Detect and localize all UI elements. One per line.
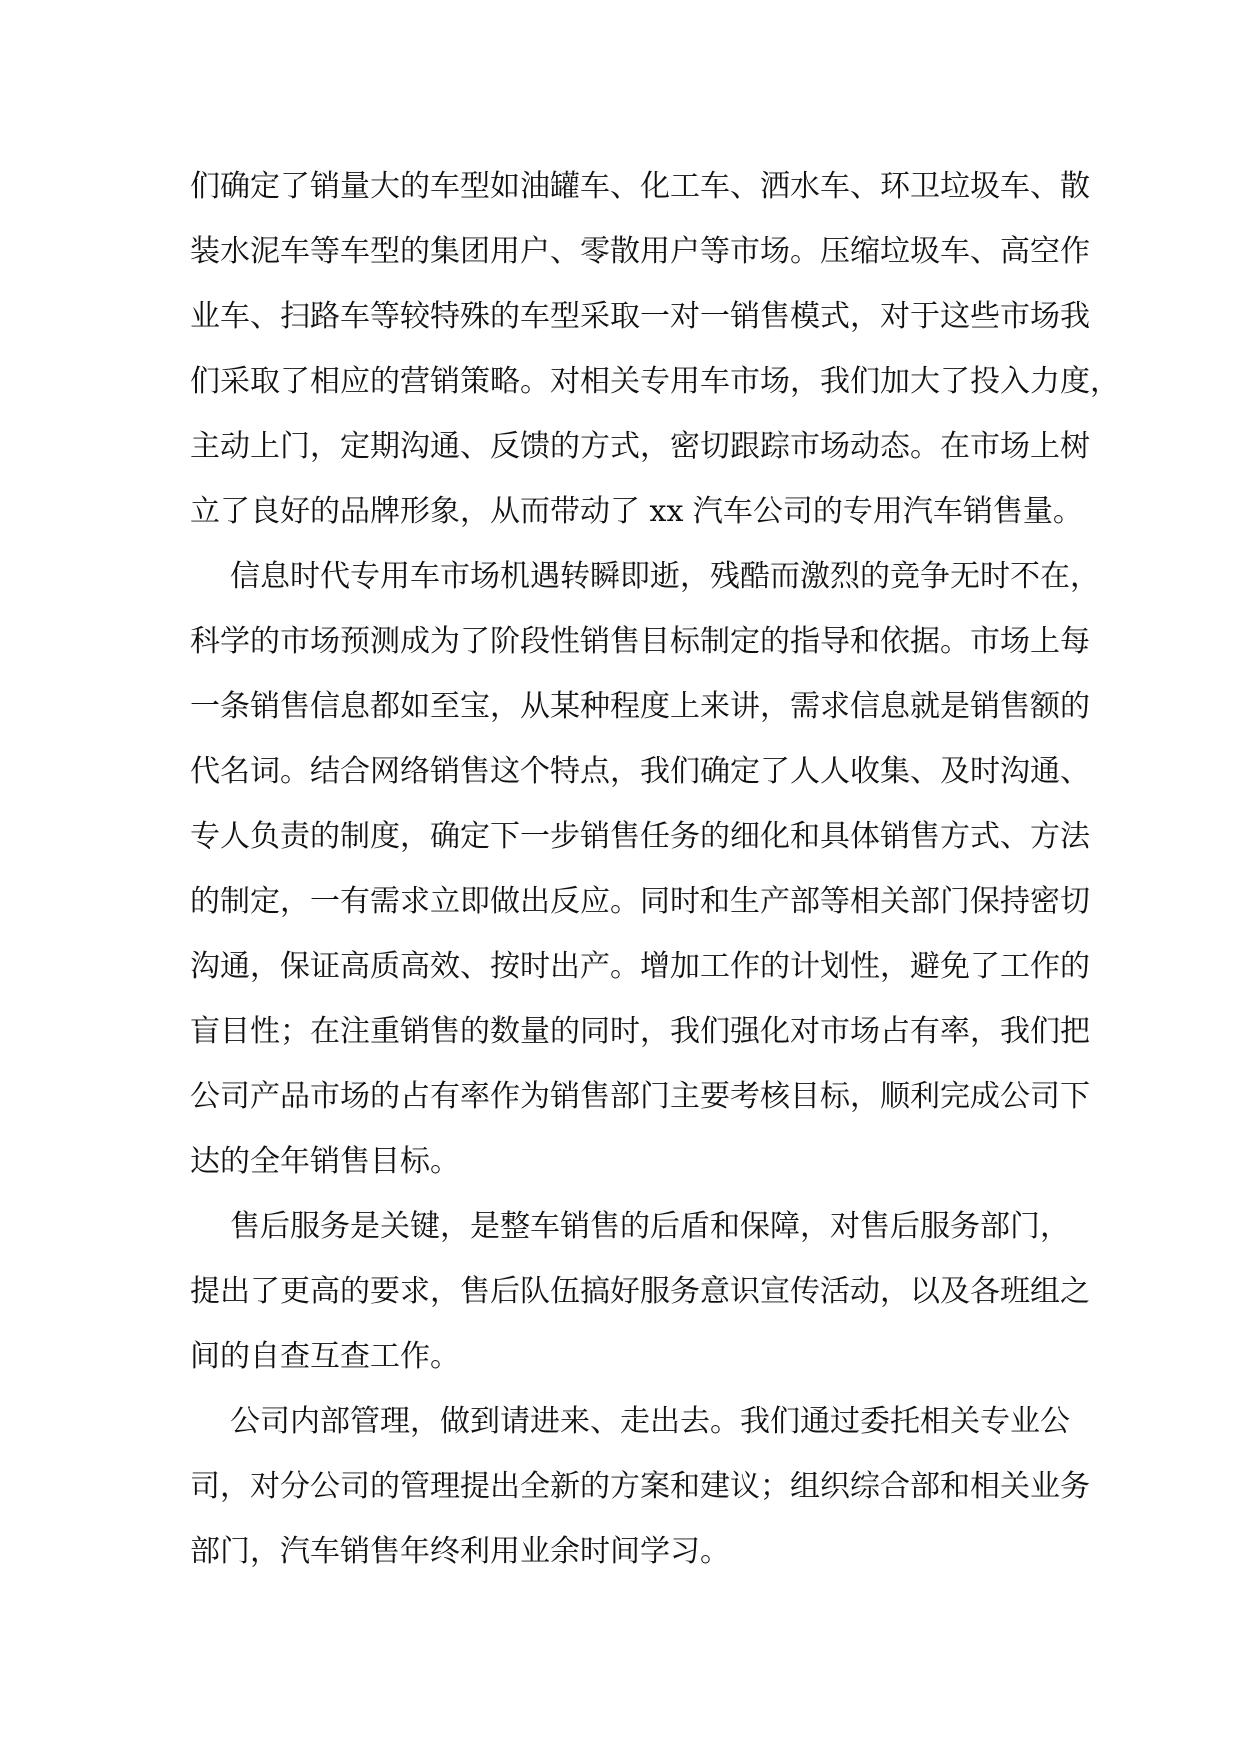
text-line: 一条销售信息都如至宝，从某种程度上来讲，需求信息就是销售额的 xyxy=(190,689,1090,724)
document-body xyxy=(190,154,1120,1584)
text-line: 提出了更高的要求，售后队伍搞好服务意识宣传活动，以及各班组之 xyxy=(190,1274,1090,1309)
text-line: 间的自查互查工作。 xyxy=(190,1339,460,1374)
text-line: 公司内部管理，做到请进来、走出去。我们通过委托相关专业公 xyxy=(230,1404,1070,1439)
text-line: 沟通，保证高质高效、按时出产。增加工作的计划性，避免了工作的 xyxy=(190,949,1090,984)
text-line: 达的全年销售目标。 xyxy=(190,1144,460,1179)
text-line: 立了良好的品牌形象，从而带动了 xx 汽车公司的专用汽车销售量。 xyxy=(190,494,1083,529)
text-line: 们采取了相应的营销策略。对相关专用车市场，我们加大了投入力度， xyxy=(190,364,1120,399)
text-line: 的制定，一有需求立即做出反应。同时和生产部等相关部门保持密切 xyxy=(190,884,1090,919)
text-line: 们确定了销量大的车型如油罐车、化工车、洒水车、环卫垃圾车、散 xyxy=(190,169,1090,204)
text-line: 售后服务是关键，是整车销售的后盾和保障，对售后服务部门， xyxy=(230,1209,1070,1244)
text-line: 科学的市场预测成为了阶段性销售目标制定的指导和依据。市场上每 xyxy=(190,624,1090,659)
text-line: 公司产品市场的占有率作为销售部门主要考核目标，顺利完成公司下 xyxy=(190,1079,1090,1114)
paragraph xyxy=(190,154,1120,544)
text-line: 装水泥车等车型的集团用户、零散用户等市场。压缩垃圾车、高空作 xyxy=(190,234,1090,269)
text-line: 主动上门，定期沟通、反馈的方式，密切跟踪市场动态。在市场上树 xyxy=(190,429,1090,464)
paragraph xyxy=(190,544,1100,1194)
text-line: 司，对分公司的管理提出全新的方案和建议；组织综合部和相关业务 xyxy=(190,1469,1090,1504)
text-line: 信息时代专用车市场机遇转瞬即逝，残酷而激烈的竞争无时不在， xyxy=(230,559,1100,594)
text-line: 盲目性；在注重销售的数量的同时，我们强化对市场占有率，我们把 xyxy=(190,1014,1090,1049)
text-line: 代名词。结合网络销售这个特点，我们确定了人人收集、及时沟通、 xyxy=(190,754,1090,789)
text-line: 部门，汽车销售年终利用业余时间学习。 xyxy=(190,1534,730,1569)
text-line: 专人负责的制度，确定下一步销售任务的细化和具体销售方式、方法 xyxy=(190,819,1090,854)
paragraph xyxy=(190,1194,1090,1389)
paragraph xyxy=(190,1389,1090,1584)
text-line: 业车、扫路车等较特殊的车型采取一对一销售模式，对于这些市场我 xyxy=(190,299,1090,334)
